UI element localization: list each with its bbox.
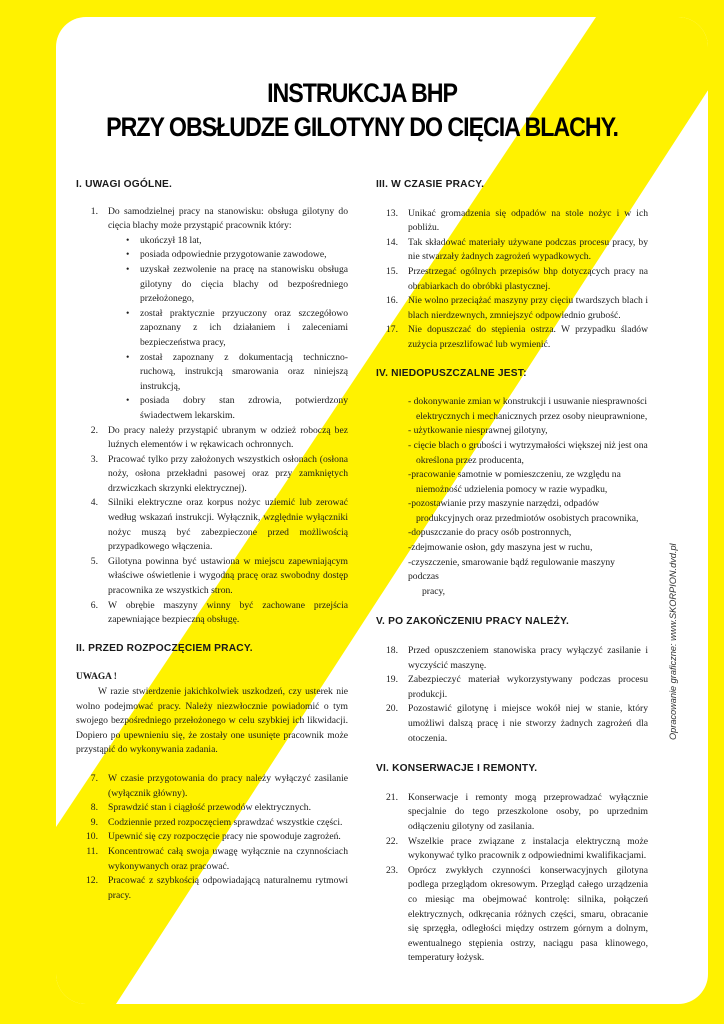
list-item — [76, 599, 348, 628]
item-text: Tak składować materiały używane podczas procesu pracy, by nie stwarzały żadnych zagrożeń wypadkowych. — [408, 236, 648, 263]
item-text: Koncentrować całą swoja uwagę wyłącznie na czynnościach wykonywanych oraz pracować. — [108, 845, 348, 872]
item-text: Gilotyna powinna być ustawiona w miejscu zapewniającym właściwe oświetlenie i wygodną pracę oraz swobodny dostęp pracownika ze wszystkich stron. — [108, 555, 348, 597]
prohibited-lead: -pracowanie samotnie w pomieszczeniu, ze względu na — [408, 469, 621, 481]
list-item — [76, 772, 348, 801]
prohibited-lead: - dokonywanie zmian w konstrukcji i usuwanie niesprawności — [408, 396, 647, 408]
list-item — [376, 864, 648, 966]
title-line-2: PRZY OBSŁUDZE GILOTYNY DO CIĘCIA BLACHY. — [106, 112, 618, 142]
section-heading-6: VI. KONSERWACJE I REMONTY. — [376, 763, 538, 775]
warning-label: UWAGA ! — [76, 672, 117, 683]
bullet-icon: • — [126, 234, 130, 246]
list-item — [376, 702, 648, 746]
list-item — [376, 207, 648, 236]
list-item — [76, 496, 348, 554]
prohibited-lead: -zdejmowanie osłon, gdy maszyna jest w ruchu, — [408, 542, 593, 554]
section-heading-4: IV. NIEDOPUSZCZALNE JEST: — [376, 367, 527, 379]
prohibited-item — [408, 424, 648, 439]
warning-paragraph: W razie stwierdzenie jakichkolwiek uszkodzeń, czy usterek nie wolno podejmować pracy. Należy niezwłocznie powiadomić o tym swojego bezpośredniego przełożonego w celu szybkiej ich likwidacji. Dopiero po upewnieniu się, że zostały one usunięte pracownik może przystąpić do wykonywania zadania. — [76, 686, 348, 756]
item-text: W obrębie maszyny winny być zachowane przejścia zapewniające bezpieczną obsługę. — [108, 599, 348, 626]
item-number: 5. — [90, 555, 98, 567]
graphic-design-credit: Opracowanie graficzne: www.SKORPION.dvd.pl — [668, 543, 678, 740]
item-number: 21. — [386, 791, 398, 803]
bullet-item — [126, 351, 348, 395]
bullet-item — [126, 248, 348, 263]
prohibited-item — [408, 526, 648, 541]
list-item — [76, 816, 348, 831]
item-number: 6. — [90, 599, 98, 611]
item-number: 10. — [86, 831, 98, 843]
prohibited-item — [408, 439, 648, 468]
item-number: 3. — [90, 453, 98, 465]
list-item — [376, 835, 648, 864]
item-text: Sprawdzić stan i ciągłość przewodów elektrycznych. — [108, 802, 311, 814]
section-heading-1: I. UWAGI OGÓLNE. — [76, 179, 173, 190]
list-item — [376, 236, 648, 265]
item-text: Pozostawić gilotynę i miejsce wokół niej w stanie, który umożliwi dalszą pracę i nie stworzy żadnych zagrożeń dla otoczenia. — [408, 703, 648, 744]
bullet-icon: • — [126, 351, 130, 363]
list-item — [376, 323, 648, 352]
bullet-text: został zapoznany z dokumentacją techniczno-ruchową, instrukcją smarowania oraz niniejszą instrukcją, — [140, 351, 348, 392]
bullet-icon: • — [126, 263, 130, 275]
item-text: Do samodzielnej pracy na stanowisku: obsługa gilotyny do cięcia blachy może przystąpić pracownik który: — [108, 205, 348, 232]
list-item — [376, 265, 648, 294]
item-text: Upewnić się czy rozpoczęcie pracy nie spowoduje zagrożeń. — [108, 831, 341, 843]
left-column — [76, 178, 348, 903]
item-number: 16. — [386, 295, 398, 307]
prohibited-rest: pracy, — [422, 585, 446, 597]
item-number: 23. — [386, 864, 398, 876]
prohibited-lead: - cięcie blach o grubości i wytrzymałości większej niż jest ona — [408, 439, 648, 451]
item-number: 19. — [386, 674, 398, 686]
item-text: Przestrzegać ogólnych przepisów bhp dotyczących pracy na obrabiarkach do obróbki plastycznej. — [408, 265, 648, 292]
item-number: 4. — [90, 497, 98, 509]
list-item — [76, 830, 348, 845]
item-number: 13. — [386, 207, 398, 219]
prohibited-lead: -dopuszczanie do pracy osób postronnych, — [408, 527, 572, 539]
bullet-item — [126, 263, 348, 307]
bullet-item — [126, 394, 348, 423]
item-text: Nie dopuszczać do stępienia ostrza. W przypadku śladów zużycia przeszlifować lub wymienić. — [408, 324, 648, 350]
item-number: 9. — [90, 816, 98, 828]
prohibited-item — [408, 395, 648, 424]
list-item — [376, 791, 648, 835]
bullet-item — [126, 234, 348, 249]
item-text: Codziennie przed rozpoczęciem sprawdzać wszystkie części. — [108, 816, 343, 828]
item-number: 17. — [386, 324, 398, 336]
prohibited-rest: określona przez producenta, — [416, 454, 524, 466]
prohibited-lead: - użytkowanie niesprawnej gilotyny, — [408, 425, 548, 437]
item-text: Silniki elektryczne oraz korpus nożyc uziemić lub zerować według wskazań instrukcji. Wyłącznik, względnie wyłączniki nożyc muszą być zabezpieczone przed możliwością przypadkowego włączenia. — [108, 497, 348, 553]
prohibited-item — [408, 541, 648, 556]
item-text: Nie wolno przeciążać maszyny przy cięciu twardszych blach i blach nierdzewnych, zmniejszyć odpowiednio grubość. — [408, 295, 648, 321]
section-heading-3: III. W CZASIE PRACY. — [376, 179, 485, 190]
item-text: Przed opuszczeniem stanowiska pracy wyłączyć zasilanie i wyczyścić maszynę. — [408, 645, 648, 671]
bullet-text: ukończył 18 lat, — [140, 234, 202, 246]
prohibited-item — [408, 556, 648, 600]
item-number: 7. — [90, 772, 98, 784]
bullet-item — [126, 307, 348, 351]
item-text: Konserwacje i remonty mogą przeprowadzać wyłącznie specjalnie do tego przeszkolone osoby, po uprzednim odłączeniu gilotyny od zasilania. — [408, 791, 648, 832]
prohibited-rest: produkcyjnych oraz przedmiotów osobistych pracownika, — [416, 512, 639, 524]
item-number: 12. — [86, 875, 98, 887]
item-text: Unikać gromadzenia się odpadów na stole nożyc i w ich pobliżu. — [408, 207, 648, 234]
prohibited-list — [376, 395, 648, 599]
prohibited-lead: -czyszczenie, smarowanie bądź regulowanie maszyny podczas — [408, 556, 615, 583]
item-number: 8. — [90, 802, 98, 814]
prohibited-item — [408, 468, 648, 497]
item-text: Oprócz zwykłych czynności konserwacyjnych gilotyna podlega przeglądom okresowym. Przegląd całego urządzenia co miesiąc ma obejmować kontrolę: silnika, połączeń elektrycznych, odkręcania różnych części, smaru, obracanie się sprzęgła, odległości między ostrzem górnym a dolnym, ewentualnego stępienia ostrzy, naciągu pasa klinowego, temperatury łożysk. — [408, 864, 648, 964]
item-text: Pracować tylko przy założonych wszystkich osłonach (osłona noży, osłona przekładni pasowej oraz przy zamkniętych drzwiczkach skrzynki elektrycznej). — [108, 453, 348, 494]
list-item — [376, 644, 648, 673]
prohibited-item — [408, 497, 648, 526]
prohibited-rest: niemożność udzielenia pomocy w razie wypadku, — [416, 483, 608, 495]
list-item — [376, 673, 648, 702]
item-number: 18. — [386, 645, 398, 657]
item-number: 15. — [386, 265, 398, 277]
item-number: 2. — [90, 424, 98, 436]
prohibited-lead: -pozostawianie przy maszynie narzędzi, odpadów — [408, 498, 599, 510]
list-item — [76, 453, 348, 497]
item-number: 14. — [386, 236, 398, 248]
list-item — [76, 205, 348, 234]
bullet-icon: • — [126, 249, 130, 261]
item-text: Wszelkie prace związane z instalacja elektryczną może wykonywać tylko pracownik z odpowiednimi kwalifikacjami. — [408, 835, 648, 862]
item-text: Pracować z szybkością odpowiadającą naturalnemu rytmowi pracy. — [108, 875, 348, 901]
bullet-text: został praktycznie przyuczony oraz szczegółowo zapoznany z ich działaniem i zaleceniami bezpieczeństwa pracy, — [140, 307, 348, 348]
item-number: 22. — [386, 835, 398, 847]
list-item — [76, 874, 348, 903]
bullet-icon: • — [126, 395, 130, 407]
prohibited-rest: elektrycznych i mechanicznych przez osoby nieuprawnione, — [416, 410, 648, 422]
title-line-1: INSTRUKCJA BHP — [267, 78, 457, 108]
bullet-text: posiada dobry stan zdrowia, potwierdzony świadectwem lekarskim. — [140, 395, 348, 421]
item-text: W czasie przygotowania do pracy należy wyłączyć zasilanie (wyłącznik główny). — [108, 772, 348, 799]
item-number: 1. — [90, 205, 98, 217]
bullet-text: posiada odpowiednie przygotowanie zawodowe, — [140, 249, 327, 261]
list-item — [76, 845, 348, 874]
item-number: 20. — [386, 703, 398, 715]
item-text: Do pracy należy przystąpić ubranym w odzież roboczą bez luźnych elementów i w rękawicach ochronnych. — [108, 424, 348, 451]
list-item — [376, 294, 648, 323]
list-item — [76, 555, 348, 599]
item-text: Zabezpieczyć materiał wykorzystywany podczas procesu produkcji. — [408, 674, 648, 700]
bullet-text: uzyskał zezwolenie na pracę na stanowisku obsługa gilotyny do cięcia blachy od bezpośredniego przełożonego, — [140, 263, 348, 305]
item-number: 11. — [86, 845, 98, 857]
section-heading-5: V. PO ZAKOŃCZENIU PRACY NALEŻY. — [376, 616, 569, 628]
list-item — [76, 801, 348, 816]
bullet-icon: • — [126, 307, 130, 319]
list-item — [76, 424, 348, 453]
right-column — [376, 178, 648, 966]
bullet-list — [76, 234, 348, 424]
section-heading-2: II. PRZED ROZPOCZĘCIEM PRACY. — [76, 642, 253, 654]
